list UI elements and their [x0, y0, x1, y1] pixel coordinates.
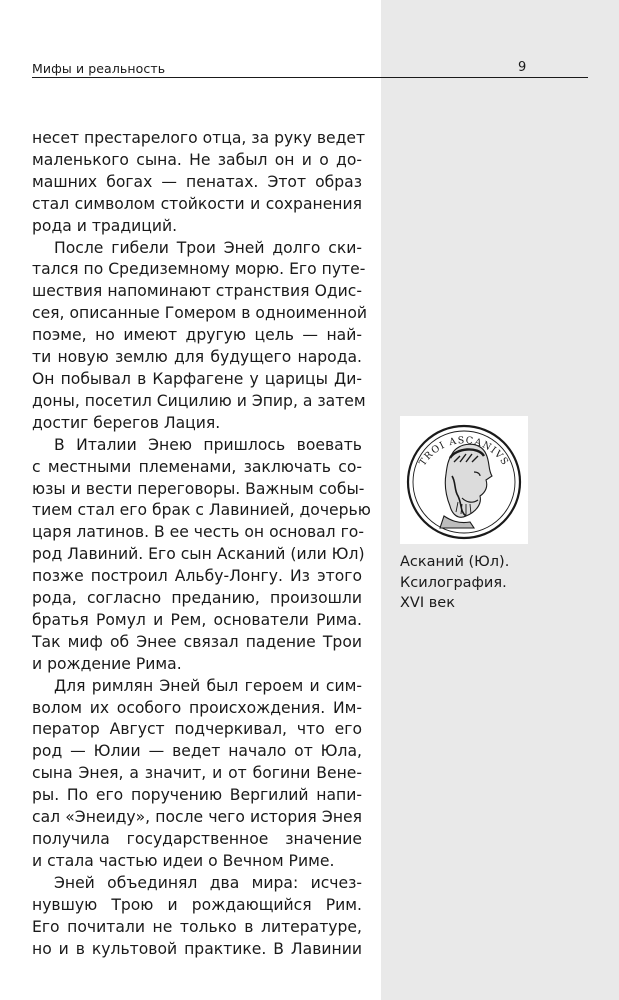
caption-line: Ксилография.: [400, 574, 507, 591]
text-line: несет престарелого отца, за руку ведет: [32, 129, 366, 147]
text-line: Эней объединял два мира: исчез-: [54, 873, 362, 892]
page-number: 9: [518, 60, 527, 75]
text-line: но и в культовой практике. В Лавинии: [32, 939, 362, 958]
text-line: ператор Август подчеркивал, что его: [32, 720, 362, 739]
text-line: и рождение Рима.: [32, 654, 182, 673]
text-line: юзы и вести переговоры. Важным собы-: [32, 479, 365, 498]
text-line: шествия напоминают странствия Одис-: [32, 282, 362, 301]
text-line: поэме, но имеют другую цель — най-: [32, 326, 362, 345]
text-line: ти новую землю для будущего народа.: [32, 348, 362, 367]
text-line: маленького сына. Не забыл он и о до-: [32, 150, 362, 169]
text-line: тался по Средиземному морю. Его путе-: [32, 260, 366, 279]
text-line: После гибели Трои Эней долго ски-: [54, 238, 362, 257]
body-text: [32, 128, 371, 960]
text-line: В Италии Энею пришлось воевать: [54, 435, 362, 454]
figure-caption: [400, 552, 580, 614]
text-line: тием стал его брак с Лавинией, дочерью: [32, 501, 371, 520]
text-line: доны, посетил Сицилию и Эпир, а затем: [32, 391, 366, 410]
text-line: Так миф об Энее связал падение Трои: [32, 632, 362, 651]
text-line: машних богах — пенатах. Этот образ: [32, 172, 362, 191]
text-line: сея, описанные Гомером в одноименной: [32, 304, 368, 323]
text-line: и стала частью идеи о Вечном Риме.: [32, 851, 335, 870]
text-line: Его почитали не только в литературе,: [32, 917, 362, 936]
text-line: получила государственное значение: [32, 830, 362, 848]
text-line: волом их особого происхождения. Им-: [32, 698, 362, 717]
text-line: ры. По его поручению Вергилий напи-: [32, 786, 362, 805]
caption-line: XVI век: [400, 595, 455, 611]
text-line: царя латинов. В ее честь он основал го-: [32, 523, 364, 542]
caption-line: Асканий (Юл).: [400, 554, 510, 570]
coin-inscription: TROI ASCANIVS: [417, 435, 511, 469]
running-title: Мифы и реальность: [32, 61, 166, 76]
text-line: род — Юлии — ведет начало от Юла,: [32, 742, 362, 761]
text-line: Он побывал в Карфагене у царицы Ди-: [32, 369, 362, 388]
text-line: род Лавиний. Его сын Асканий (или Юл): [32, 545, 365, 564]
text-line: рода и традиций.: [32, 216, 178, 235]
text-line: сал «Энеиду», после чего история Энея: [32, 808, 362, 827]
text-line: рода, согласно преданию, произошли: [32, 589, 362, 608]
text-line: с местными племенами, заключать со-: [32, 457, 362, 476]
text-line: братья Ромул и Рем, основатели Рима.: [32, 610, 362, 629]
text-line: достиг берегов Лация.: [32, 413, 221, 432]
header-rule: [32, 77, 588, 78]
text-line: стал символом стойкости и сохранения: [32, 194, 362, 213]
text-line: Для римлян Эней был героем и сим-: [54, 676, 362, 695]
text-line: сына Энея, а значит, и от богини Вене-: [32, 764, 362, 783]
ascanius-coin-woodcut: [400, 416, 528, 544]
text-line: позже построил Альбу-Лонгу. Из этого: [32, 567, 362, 586]
text-line: нувшую Трою и рождающийся Рим.: [32, 895, 362, 914]
